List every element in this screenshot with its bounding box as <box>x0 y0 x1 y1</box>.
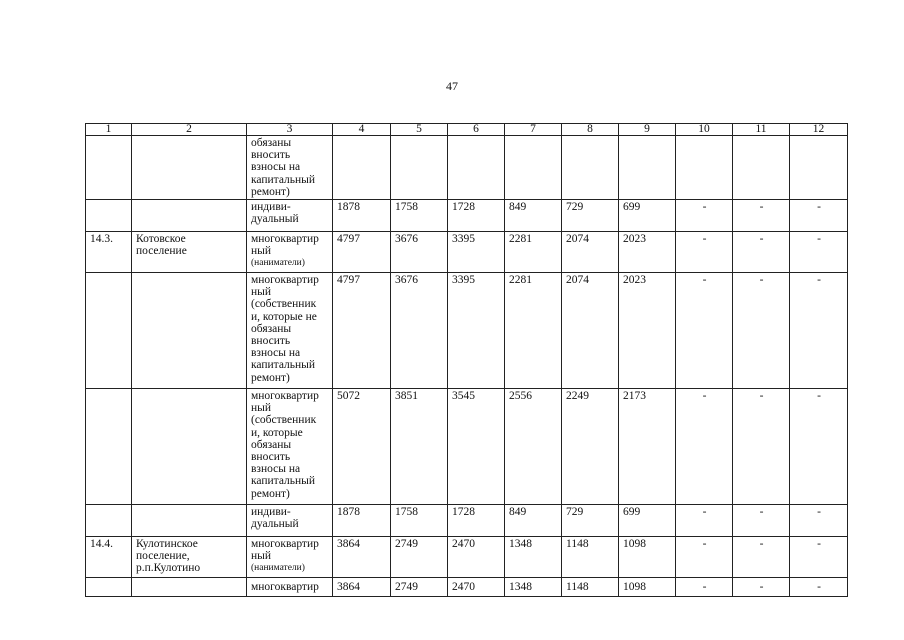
table-row <box>86 200 848 232</box>
value-cell: 4797 <box>333 273 391 389</box>
value-cell <box>562 136 619 200</box>
row-number-cell <box>86 505 132 537</box>
row-number-cell <box>86 136 132 200</box>
value-cell: 1098 <box>619 578 676 597</box>
housing-type-line: многоквартир <box>251 390 319 403</box>
housing-type-line: вносить <box>251 149 291 162</box>
table-row <box>86 273 848 389</box>
page-number: 47 <box>446 79 458 93</box>
settlement-cell <box>132 273 247 389</box>
value-cell: - <box>790 273 848 389</box>
table-row <box>86 136 848 200</box>
value-cell: - <box>790 537 848 578</box>
housing-type-cell <box>247 389 333 505</box>
value-cell: 2023 <box>619 232 676 273</box>
housing-type-line: (наниматели) <box>251 563 305 574</box>
housing-type-line: взносы на <box>251 463 301 476</box>
column-number-row <box>86 124 848 136</box>
value-cell: 1728 <box>448 200 505 232</box>
table-row <box>86 505 848 537</box>
value-cell: - <box>733 537 790 578</box>
housing-type-line: обязаны <box>251 322 292 335</box>
value-cell: 2173 <box>619 389 676 505</box>
housing-type-cell <box>247 537 333 578</box>
value-cell: 1758 <box>391 505 448 537</box>
value-cell: 3676 <box>391 273 448 389</box>
column-header: 12 <box>790 124 848 136</box>
column-header: 10 <box>676 124 733 136</box>
housing-type-line: вносить <box>251 335 291 348</box>
row-number-cell: 14.4. <box>86 537 132 578</box>
table-row <box>86 389 848 505</box>
value-cell: 699 <box>619 505 676 537</box>
housing-type-line: многоквартир <box>251 274 319 287</box>
housing-type-line: ремонт) <box>251 487 290 500</box>
value-cell: 2074 <box>562 273 619 389</box>
housing-type-line: многоквартир <box>251 581 319 594</box>
value-cell: - <box>733 200 790 232</box>
value-cell: - <box>733 578 790 597</box>
value-cell: 3676 <box>391 232 448 273</box>
value-cell: 2749 <box>391 578 448 597</box>
housing-type-cell <box>247 273 333 389</box>
value-cell: 5072 <box>333 389 391 505</box>
settlement-line: поселение <box>136 245 187 258</box>
value-cell: 3864 <box>333 578 391 597</box>
housing-type-line: (наниматели) <box>251 258 305 269</box>
row-number-cell <box>86 389 132 505</box>
row-number-cell: 14.3. <box>86 232 132 273</box>
housing-type-line: обязаны <box>251 137 292 149</box>
value-cell: 2074 <box>562 232 619 273</box>
value-cell: 2470 <box>448 578 505 597</box>
column-header: 8 <box>562 124 619 136</box>
value-cell: 1148 <box>562 537 619 578</box>
housing-type-line: дуальный <box>251 213 299 226</box>
value-cell: 729 <box>562 505 619 537</box>
housing-type-line: (собственник <box>251 414 317 427</box>
tariff-table <box>85 123 848 597</box>
housing-type-line: ный <box>251 550 272 563</box>
value-cell <box>505 136 562 200</box>
value-cell: 1758 <box>391 200 448 232</box>
housing-type-line: ный <box>251 245 272 258</box>
housing-type-line: многоквартир <box>251 233 319 246</box>
settlement-cell <box>132 505 247 537</box>
value-cell: 2023 <box>619 273 676 389</box>
housing-type-line: ный <box>251 286 272 299</box>
value-cell: - <box>676 273 733 389</box>
value-cell: 3864 <box>333 537 391 578</box>
housing-type-cell <box>247 136 333 200</box>
column-header: 4 <box>333 124 391 136</box>
value-cell <box>448 136 505 200</box>
value-cell: 699 <box>619 200 676 232</box>
housing-type-line: вносить <box>251 451 291 464</box>
housing-type-line: обязаны <box>251 438 292 451</box>
housing-type-line: ный <box>251 402 272 415</box>
value-cell <box>733 136 790 200</box>
value-cell: 2749 <box>391 537 448 578</box>
value-cell: 1728 <box>448 505 505 537</box>
housing-type-cell <box>247 505 333 537</box>
housing-type-line: и, которые <box>251 426 303 439</box>
value-cell: 1348 <box>505 578 562 597</box>
column-header: 5 <box>391 124 448 136</box>
row-number-cell <box>86 578 132 597</box>
value-cell: 1348 <box>505 537 562 578</box>
column-header: 2 <box>132 124 247 136</box>
housing-type-cell <box>247 232 333 273</box>
housing-type-line: дуальный <box>251 518 299 531</box>
value-cell <box>391 136 448 200</box>
value-cell: 2281 <box>505 232 562 273</box>
housing-type-line: индиви- <box>251 201 291 214</box>
value-cell: - <box>790 578 848 597</box>
table-row <box>86 578 848 597</box>
column-header: 7 <box>505 124 562 136</box>
value-cell: - <box>676 389 733 505</box>
value-cell: 4797 <box>333 232 391 273</box>
housing-type-line: капитальный <box>251 359 316 372</box>
settlement-cell <box>132 232 247 273</box>
column-header: 6 <box>448 124 505 136</box>
table-row <box>86 537 848 578</box>
value-cell: 2281 <box>505 273 562 389</box>
housing-type-line: и, которые не <box>251 310 317 323</box>
value-cell: 849 <box>505 200 562 232</box>
settlement-line: р.п.Кулотино <box>136 562 201 575</box>
value-cell: 1148 <box>562 578 619 597</box>
housing-type-line: многоквартир <box>251 538 319 551</box>
housing-type-line: (собственник <box>251 298 317 311</box>
value-cell: 3545 <box>448 389 505 505</box>
settlement-cell <box>132 389 247 505</box>
value-cell: - <box>676 578 733 597</box>
value-cell: 1878 <box>333 200 391 232</box>
value-cell: - <box>733 273 790 389</box>
housing-type-line: взносы на <box>251 161 301 174</box>
settlement-line: Котовское <box>136 233 186 246</box>
housing-type-cell <box>247 578 333 597</box>
value-cell: - <box>733 389 790 505</box>
settlement-cell <box>132 136 247 200</box>
value-cell <box>790 136 848 200</box>
housing-type-line: ремонт) <box>251 371 290 384</box>
settlement-cell <box>132 200 247 232</box>
value-cell <box>333 136 391 200</box>
value-cell: - <box>676 505 733 537</box>
value-cell: 849 <box>505 505 562 537</box>
value-cell: 3395 <box>448 273 505 389</box>
value-cell: - <box>676 537 733 578</box>
value-cell: 729 <box>562 200 619 232</box>
value-cell: 1878 <box>333 505 391 537</box>
settlement-cell <box>132 578 247 597</box>
settlement-line: Кулотинское <box>136 538 198 551</box>
column-header: 9 <box>619 124 676 136</box>
housing-type-line: капитальный <box>251 173 316 186</box>
column-header: 1 <box>86 124 132 136</box>
housing-type-line: капитальный <box>251 475 316 488</box>
value-cell: 3851 <box>391 389 448 505</box>
value-cell: - <box>733 505 790 537</box>
housing-type-line: ремонт) <box>251 185 290 198</box>
row-number-cell <box>86 200 132 232</box>
value-cell <box>676 136 733 200</box>
value-cell: - <box>790 232 848 273</box>
housing-type-cell <box>247 200 333 232</box>
value-cell: 3395 <box>448 232 505 273</box>
value-cell: 2470 <box>448 537 505 578</box>
value-cell: 2249 <box>562 389 619 505</box>
value-cell <box>619 136 676 200</box>
value-cell: - <box>790 389 848 505</box>
value-cell: 1098 <box>619 537 676 578</box>
column-header: 3 <box>247 124 333 136</box>
table-row <box>86 232 848 273</box>
settlement-cell <box>132 537 247 578</box>
value-cell: 2556 <box>505 389 562 505</box>
value-cell: - <box>733 232 790 273</box>
value-cell: - <box>676 232 733 273</box>
row-number-cell <box>86 273 132 389</box>
value-cell: - <box>790 200 848 232</box>
column-header: 11 <box>733 124 790 136</box>
housing-type-line: индиви- <box>251 506 291 519</box>
value-cell: - <box>790 505 848 537</box>
housing-type-line: взносы на <box>251 347 301 360</box>
settlement-line: поселение, <box>136 550 190 563</box>
value-cell: - <box>676 200 733 232</box>
